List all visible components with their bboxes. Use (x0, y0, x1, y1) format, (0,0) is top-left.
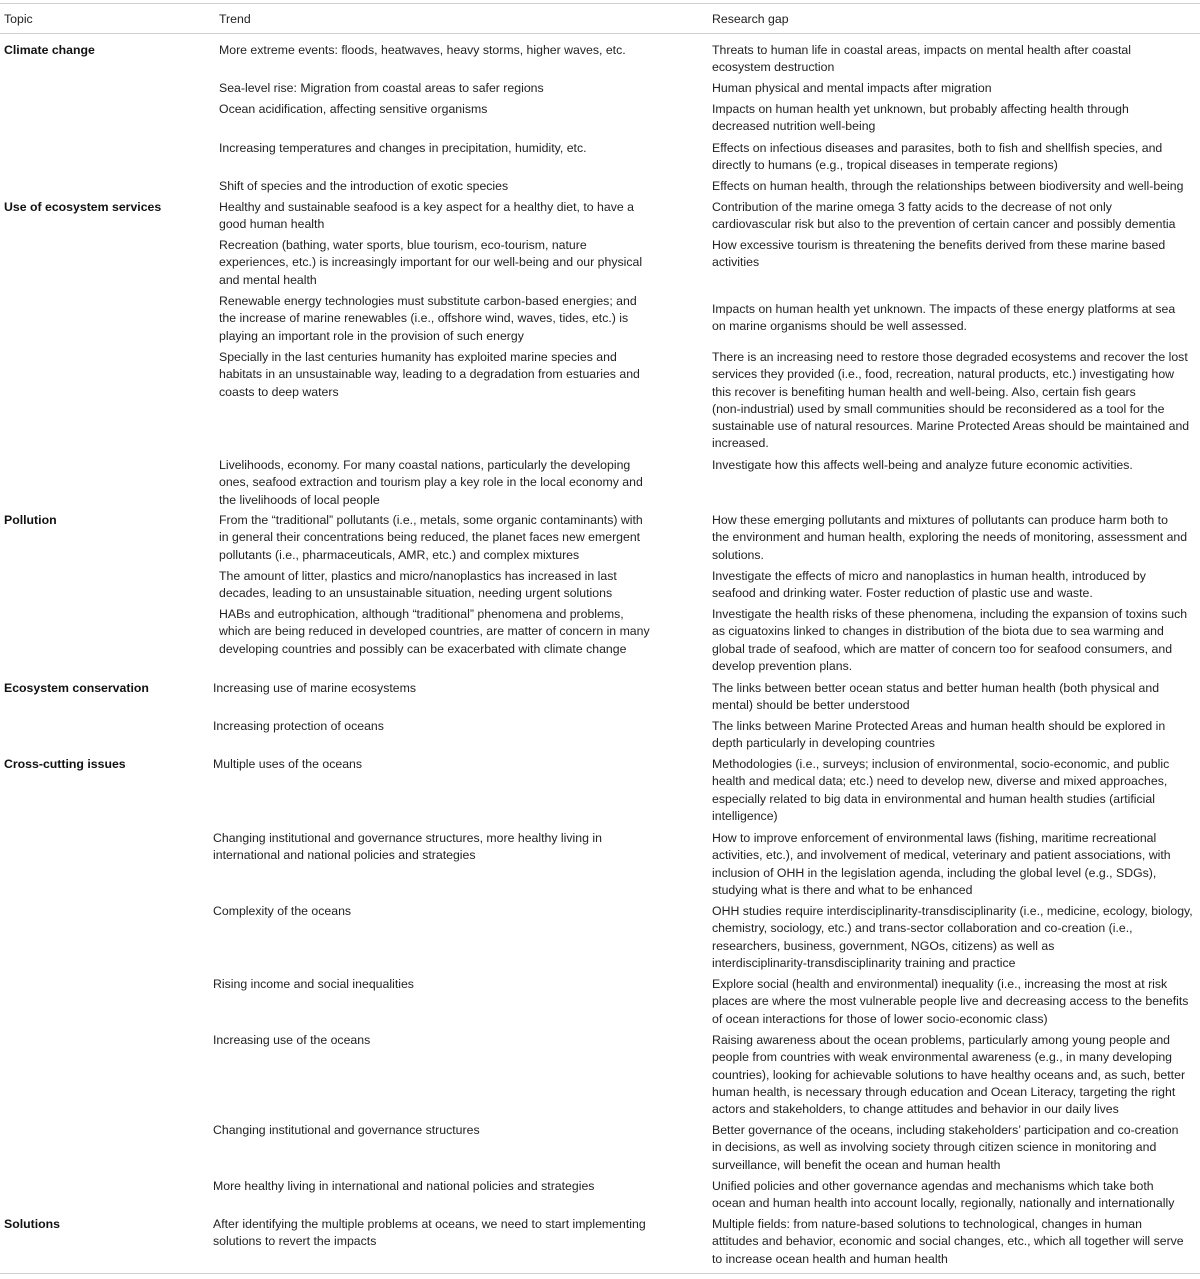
trend-cell: Livelihoods, economy. For many coastal nations, particularly the developing ones, seafood extraction and tourism play a key role in the local economy and the livelihoods of local people (219, 458, 643, 507)
header-rule (0, 33, 1200, 34)
research-gap-cell: Investigate the health risks of these phenomena, including the expansion of toxins such as ciguatoxins linked to changes in distribution of the biota due to sea warming and global trade of seafood, which are matter of concern too for seafood consumers, and develop prevention plans. (712, 607, 1188, 673)
research-gap-cell: OHH studies require interdisciplinarity-transdisciplinarity (i.e., medicine, ecology, biology, chemistry, sociology, etc.) and trans-sector collaboration and co-creation (i.e., researchers, business, government, NGOs, citizens) as well as interdisciplinarity-transdisciplinarity training and practice (712, 904, 1193, 970)
trend-cell: HABs and eutrophication, although “traditional” phenomena and problems, which are being reduced in developed countries, are matter of concern in many developing countries and possibly can be exacerbated with climate change (219, 607, 650, 656)
research-gap-cell: Threats to human life in coastal areas, impacts on mental health after coastal ecosystem destruction (712, 43, 1131, 75)
research-gap-cell: How these emerging pollutants and mixtures of pollutants can produce harm both to the environment and human health, exploring the needs of monitoring, assessment and solutions. (712, 513, 1188, 562)
research-gap-cell: Multiple fields: from nature-based solutions to technological, changes in human attitudes and behavior, economic and social changes, etc., which all together will serve to increase ocean health and human health (712, 1217, 1184, 1266)
trend-cell: After identifying the multiple problems at oceans, we need to start implementing solutions to revert the impacts (213, 1217, 646, 1249)
header-trend: Trend (219, 12, 251, 26)
trend-cell: The amount of litter, plastics and micro/nanoplastics has increased in last decades, leading to an unsustainable situation, needing urgent solutions (219, 569, 617, 601)
trend-cell: Increasing use of marine ecosystems (213, 681, 416, 695)
research-gap-cell: How excessive tourism is threatening the benefits derived from these marine based activities (712, 238, 1166, 270)
research-gap-cell: The links between better ocean status and better human health (both physical and mental) should be better understood (712, 681, 1160, 713)
trend-cell: Changing institutional and governance structures (213, 1123, 480, 1137)
research-gap-cell: Investigate how this affects well-being and analyze future economic activities. (712, 458, 1133, 472)
trend-cell: Shift of species and the introduction of exotic species (219, 179, 509, 193)
research-gap-cell: Impacts on human health yet unknown. The impacts of these energy platforms at sea on marine organisms should be well assessed. (712, 302, 1176, 334)
trend-cell: Rising income and social inequalities (213, 977, 414, 991)
topic-cell: Climate change (4, 43, 95, 57)
trend-cell: Ocean acidification, affecting sensitive organisms (219, 102, 488, 116)
research-gap-cell: Impacts on human health yet unknown, but probably affecting health through decreased nutrition well-being (712, 102, 1129, 134)
topic-cell: Solutions (4, 1217, 61, 1231)
topic-cell: Ecosystem conservation (4, 681, 149, 695)
research-gap-cell: Explore social (health and environmental) inequality (i.e., increasing the most at risk places are where the most vulnerable people live and decreasing access to the benefits of ocean interactions for those of lower socio-economic class) (712, 977, 1189, 1026)
trend-cell: Healthy and sustainable seafood is a key aspect for a healthy diet, to have a good human health (219, 200, 634, 232)
trend-cell: Increasing temperatures and changes in precipitation, humidity, etc. (219, 141, 587, 155)
research-gap-cell: There is an increasing need to restore those degraded ecosystems and recover the lost services they provided (i.e., food, recreation, natural products, etc.) investigating how this recover is benefiting human health and well-being. Also, certain fish gears (non-industrial) used by small communities should be reconsidered as a tool for the sustainable use of natural resources. Marine Protected Areas should be maintained and increased. (712, 350, 1190, 451)
trend-cell: From the “traditional” pollutants (i.e., metals, some organic contaminants) with in general their concentrations being reduced, the planet faces new emergent pollutants (i.e., pharmaceuticals, AMR, etc.) and complex mixtures (219, 513, 643, 562)
trend-cell: Multiple uses of the oceans (213, 757, 363, 771)
research-gap-cell: Human physical and mental impacts after migration (712, 81, 992, 95)
research-gap-cell: Contribution of the marine omega 3 fatty acids to the decrease of not only cardiovascular risk but also to the prevention of certain cancer and possibly dementia (712, 200, 1176, 232)
topic-cell: Use of ecosystem services (4, 200, 162, 214)
research-gap-cell: Effects on infectious diseases and parasites, both to fish and shellfish species, and directly to humans (e.g., tropical diseases in temperate regions) (712, 141, 1163, 173)
header-topic: Topic (4, 12, 33, 26)
trend-cell: Changing institutional and governance structures, more healthy living in international and national policies and strategies (213, 831, 602, 863)
table-top-rule (0, 3, 1200, 4)
research-gap-cell: Investigate the effects of micro and nanoplastics in human health, introduced by seafood and drinking water. Foster reduction of plastic use and waste. (712, 569, 1146, 601)
research-gap-cell: Methodologies (i.e., surveys; inclusion of environmental, socio-economic, and public health and medical data; etc.) need to develop new, diverse and mixed approaches, especially related to big data in environmental and human health studies (artificial intelligence) (712, 757, 1170, 823)
research-gap-cell: How to improve enforcement of environmental laws (fishing, maritime recreational activities, etc.), and involvement of medical, veterinary and patient associations, with inclusion of OHH in the legislation agenda, including the global level (e.g., SDGs), studying what is there and what to be enhanced (712, 831, 1171, 897)
trend-cell: Sea-level rise: Migration from coastal areas to safer regions (219, 81, 544, 95)
header-research-gap: Research gap (712, 12, 789, 26)
research-gap-cell: Better governance of the oceans, including stakeholders’ participation and co-creation in decisions, as well as involving society through citizen science in monitoring and surveillance, will benefit the ocean and human health (712, 1123, 1179, 1172)
table-bottom-rule (0, 1273, 1200, 1274)
trend-cell: Renewable energy technologies must substitute carbon-based energies; and the increase of marine renewables (i.e., offshore wind, waves, tides, etc.) is playing an important role in the provision of such energy (219, 294, 637, 343)
trend-cell: Increasing protection of oceans (213, 719, 384, 733)
trend-cell: Increasing use of the oceans (213, 1033, 371, 1047)
trend-cell: More extreme events: floods, heatwaves, heavy storms, higher waves, etc. (219, 43, 626, 57)
research-gap-cell: The links between Marine Protected Areas and human health should be explored in depth particularly in developing countries (712, 719, 1166, 751)
trend-cell: Complexity of the oceans (213, 904, 352, 918)
research-gap-cell: Effects on human health, through the relationships between biodiversity and well-being (712, 179, 1184, 193)
topic-cell: Pollution (4, 513, 57, 527)
trend-cell: Specially in the last centuries humanity has exploited marine species and habitats in an unsustainable way, leading to a degradation from estuaries and coasts to deep waters (219, 350, 640, 399)
research-gap-cell: Unified policies and other governance agendas and mechanisms which take both ocean and human health into account locally, regionally, nationally and internationally (712, 1179, 1175, 1211)
trend-cell: Recreation (bathing, water sports, blue tourism, eco-tourism, nature experiences, etc.) is increasingly important for our well-being and our physical and mental health (219, 238, 643, 287)
research-gap-cell: Raising awareness about the ocean problems, particularly among young people and people from countries with weak environmental awareness (e.g., in many developing countries), looking for achievable solutions to have healthy oceans and, as such, better human health, is necessary through education and Ocean Literacy, targeting the right actors and stakeholders, to change attitudes and behavior in our daily lives (712, 1033, 1186, 1117)
trend-cell: More healthy living in international and national policies and strategies (213, 1179, 595, 1193)
topic-cell: Cross-cutting issues (4, 757, 126, 771)
